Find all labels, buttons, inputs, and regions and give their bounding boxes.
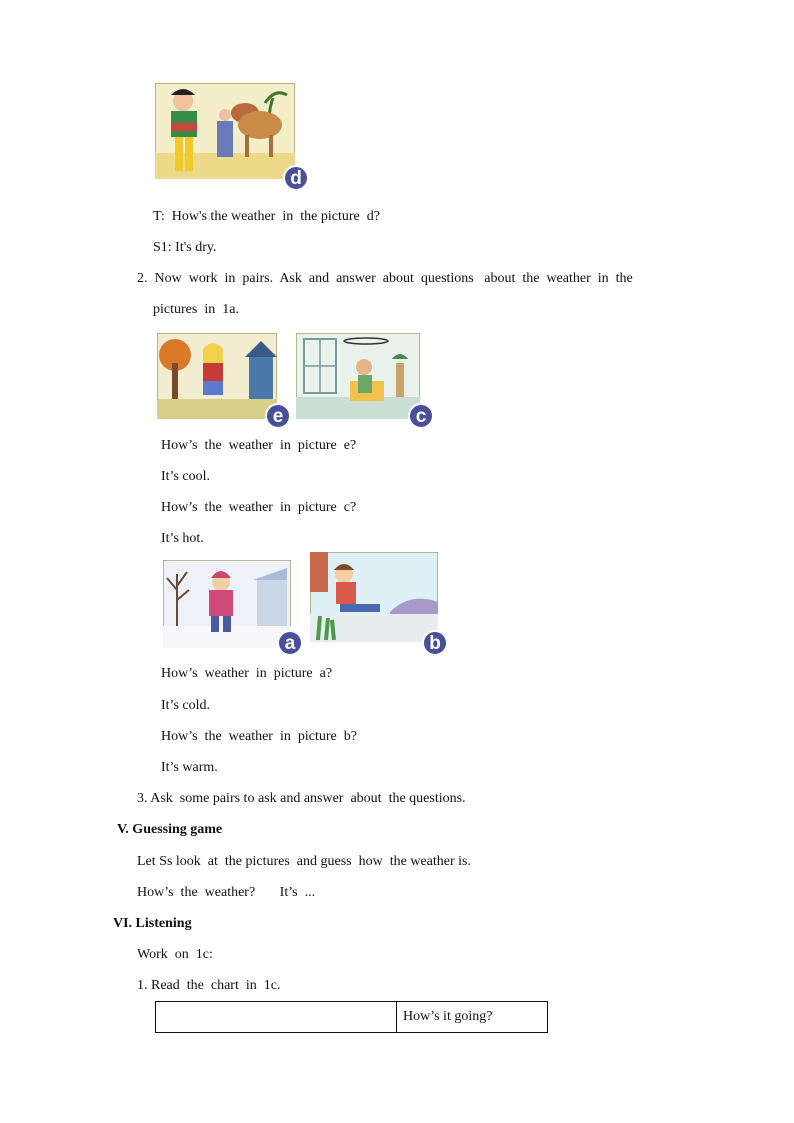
question-picture-e: How’s the weather in picture e?	[161, 438, 357, 453]
teacher-question-d: T: How's the weather in the picture d?	[153, 209, 380, 224]
question-picture-a: How’s weather in picture a?	[161, 666, 333, 681]
table-cell-empty	[156, 1002, 397, 1033]
autumn-scene-illustration	[157, 333, 277, 419]
chart-table	[155, 1001, 548, 1033]
picture-a	[163, 560, 305, 658]
step-2-line-2: pictures in 1a.	[153, 302, 239, 317]
answer-picture-a: It’s cold.	[161, 698, 210, 713]
desert-scene-illustration	[155, 83, 295, 179]
answer-picture-e: It’s cool.	[161, 469, 210, 484]
question-picture-c: How’s the weather in picture c?	[161, 500, 357, 515]
picture-label-c: c	[408, 403, 434, 429]
picture-d	[155, 83, 310, 191]
step-2-line-1: 2. Now work in pairs. Ask and answer about questions about the weather in the	[137, 271, 633, 286]
picture-label-a: a	[277, 630, 303, 656]
picture-label-e: e	[265, 403, 291, 429]
question-picture-b: How’s the weather in picture b?	[161, 729, 357, 744]
student-answer-d: S1: It's dry.	[153, 240, 217, 255]
section-5-example: How’s the weather? It’s ...	[137, 885, 316, 900]
picture-label-d: d	[283, 165, 309, 191]
read-chart-step: 1. Read the chart in 1c.	[137, 978, 281, 993]
warm-weather-scene-illustration	[310, 552, 438, 642]
picture-b	[310, 552, 452, 656]
section-5-instruction: Let Ss look at the pictures and guess how the weather is.	[137, 854, 471, 869]
step-3: 3. Ask some pairs to ask and answer about the questions.	[137, 791, 466, 806]
work-on-1c: Work on 1c:	[137, 947, 213, 962]
answer-picture-b: It’s warm.	[161, 760, 218, 775]
table-row	[156, 1002, 548, 1033]
hot-weather-scene-illustration	[296, 333, 420, 419]
answer-picture-c: It’s hot.	[161, 531, 204, 546]
table-cell-how-going: How’s it going?	[397, 1002, 548, 1033]
cold-weather-scene-illustration	[163, 560, 291, 648]
picture-e	[157, 333, 292, 428]
picture-label-b: b	[422, 630, 448, 656]
picture-c	[296, 333, 436, 428]
section-6-title: VI. Listening	[113, 916, 192, 931]
section-5-title: V. Guessing game	[117, 822, 223, 837]
